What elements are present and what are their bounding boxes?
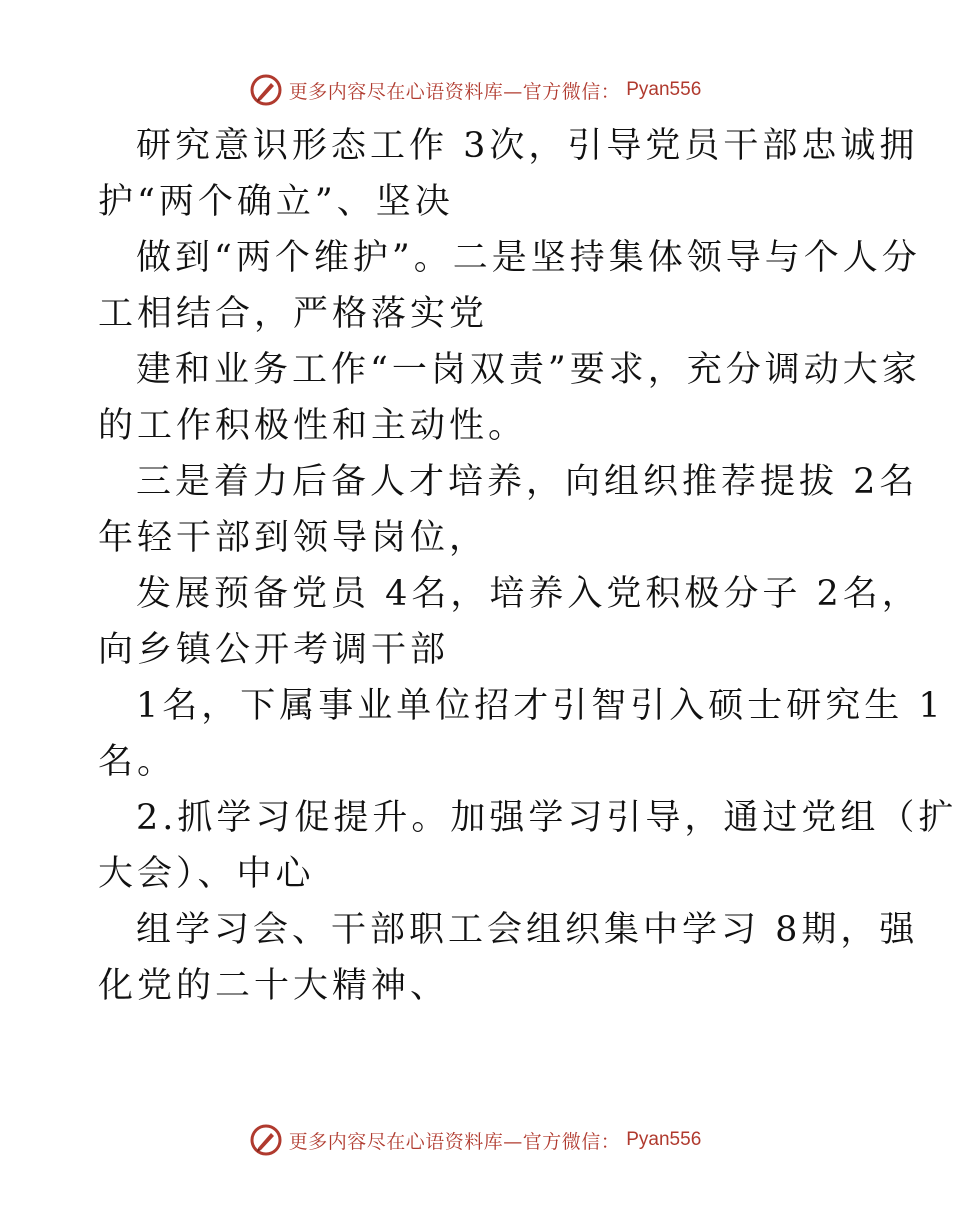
footer-banner — [0, 1120, 950, 1160]
body-line: 三是着力后备人才培养，向组织推荐提拔 2名 — [136, 462, 919, 502]
body-line: 组学习会、干部职工会组织集中学习 8期，强 — [136, 910, 919, 950]
body-line: 的工作积极性和主动性。 — [98, 406, 528, 446]
body-line: 大会）、中心 — [98, 854, 315, 894]
body-line: 研究意识形态工作 3次，引导党员干部忠诚拥 — [136, 126, 919, 166]
body-line: 向乡镇公开考调干部 — [98, 630, 450, 670]
header-banner — [0, 70, 950, 110]
body-line: 2.抓学习促提升。加强学习引导，通过党组（扩 — [136, 798, 957, 838]
body-line: 化党的二十大精神、 — [98, 966, 450, 1006]
body-line: 做到“两个维护”。二是坚持集体领导与个人分 — [136, 238, 921, 278]
footer-banner-title: 更多内容尽在心语资料库—官方微信： — [288, 1130, 621, 1153]
footer-banner-wechat: Pyan556 — [626, 1129, 702, 1150]
body-line: 年轻干部到领导岗位， — [98, 518, 489, 558]
body-line: 名。 — [98, 742, 177, 782]
body-line: 护“两个确立”、坚决 — [98, 182, 454, 222]
body-line: 发展预备党员 4名，培养入党积极分子 2名， — [136, 574, 921, 614]
pen-logo-icon — [249, 73, 283, 107]
pen-logo-icon — [249, 1123, 283, 1157]
document-body — [98, 118, 957, 1014]
body-line: 工相结合，严格落实党 — [98, 294, 489, 334]
body-line: 建和业务工作“一岗双责”要求，充分调动大家 — [136, 350, 921, 390]
body-line: 1名，下属事业单位招才引智引入硕士研究生 1 — [136, 686, 945, 726]
header-banner-wechat: Pyan556 — [626, 79, 702, 100]
header-banner-title: 更多内容尽在心语资料库—官方微信： — [288, 80, 621, 103]
